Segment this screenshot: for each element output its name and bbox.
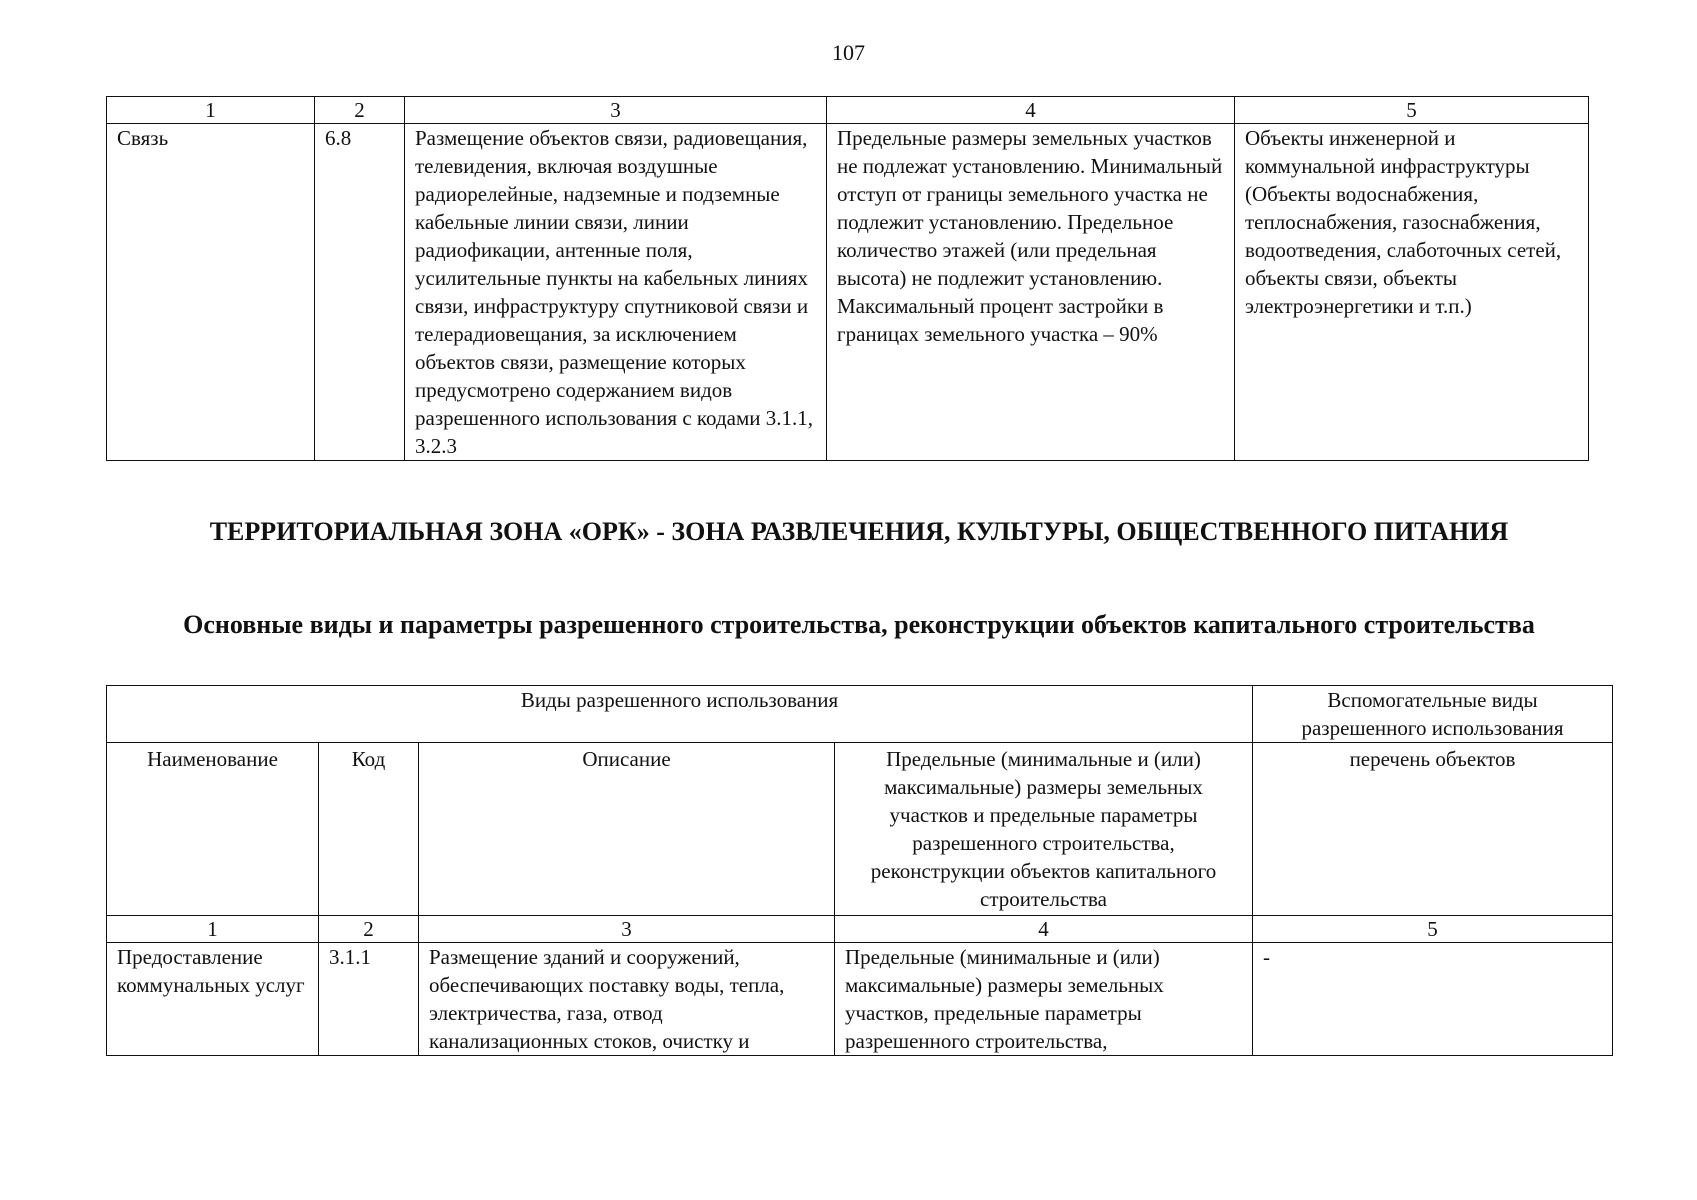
column-number: 2 <box>315 97 405 124</box>
table-row <box>107 943 1613 1056</box>
header-description: Описание <box>419 743 835 916</box>
use-parameters: Предельные размеры земельных участков не подлежат установлению. Минимальный отступ от границы земельного участка не подлежит установлению. Предельное количество этажей (или предельная высота) не подлежит установлению. Максимальный процент застройки в границах земельного участка – 90% <box>827 124 1235 461</box>
column-number: 3 <box>419 916 835 943</box>
group-header-main: Виды разрешенного использования <box>107 686 1253 743</box>
group-header-aux: Вспомогательные виды разрешенного использования <box>1253 686 1613 743</box>
group-header-row <box>107 686 1613 743</box>
table-row <box>107 124 1589 461</box>
section-subtitle: Основные виды и параметры разрешенного строительства, реконструкции объектов капитального строительства <box>183 610 1535 639</box>
use-name: Предоставление коммунальных услуг <box>107 943 319 1056</box>
use-code: 3.1.1 <box>319 943 419 1056</box>
continuation-table <box>106 96 1589 461</box>
auxiliary-uses: Объекты инженерной и коммунальной инфраструктуры (Объекты водоснабжения, теплоснабжения, газоснабжения, водоотведения, слаботочных сетей, объекты связи, объекты электроэнергетики и т.п.) <box>1235 124 1589 461</box>
column-number: 5 <box>1253 916 1613 943</box>
auxiliary-uses: - <box>1253 943 1613 1056</box>
header-name: Наименование <box>107 743 319 916</box>
column-number: 2 <box>319 916 419 943</box>
header-parameters: Предельные (минимальные и (или) максимальные) размеры земельных участков и предельные параметры разрешенного строительства, реконструкции объектов капитального строительства <box>835 743 1253 916</box>
use-description: Размещение объектов связи, радиовещания, телевидения, включая воздушные радиорелейные, надземные и подземные кабельные линии связи, линии радиофикации, антенные поля, усилительные пункты на кабельных линиях связи, инфраструктуру спутниковой связи и телерадиовещания, за исключением объектов связи, размещение которых предусмотрено содержанием видов разрешенного использования с кодами 3.1.1, 3.2.3 <box>405 124 827 461</box>
column-number: 4 <box>827 97 1235 124</box>
use-code: 6.8 <box>315 124 405 461</box>
column-number: 5 <box>1235 97 1589 124</box>
use-parameters: Предельные (минимальные и (или) максимальные) размеры земельных участков, предельные параметры разрешенного строительства, <box>835 943 1253 1056</box>
header-aux-list: перечень объектов <box>1253 743 1613 916</box>
column-number: 1 <box>107 916 319 943</box>
use-description: Размещение зданий и сооружений, обеспечивающих поставку воды, тепла, электричества, газа, отвод канализационных стоков, очистку и <box>419 943 835 1056</box>
column-number: 3 <box>405 97 827 124</box>
zone-title: ТЕРРИТОРИАЛЬНАЯ ЗОНА «ОРК» - ЗОНА РАЗВЛЕЧЕНИЯ, КУЛЬТУРЫ, ОБЩЕСТВЕННОГО ПИТАНИЯ <box>209 517 1509 546</box>
column-number: 1 <box>107 97 315 124</box>
zone-uses-table <box>106 685 1613 1056</box>
column-number-row <box>107 916 1613 943</box>
column-number: 4 <box>835 916 1253 943</box>
column-number-row <box>107 97 1589 124</box>
column-header-row <box>107 743 1613 916</box>
header-code: Код <box>319 743 419 916</box>
use-name: Связь <box>107 124 315 461</box>
page-number: 107 <box>832 40 865 65</box>
